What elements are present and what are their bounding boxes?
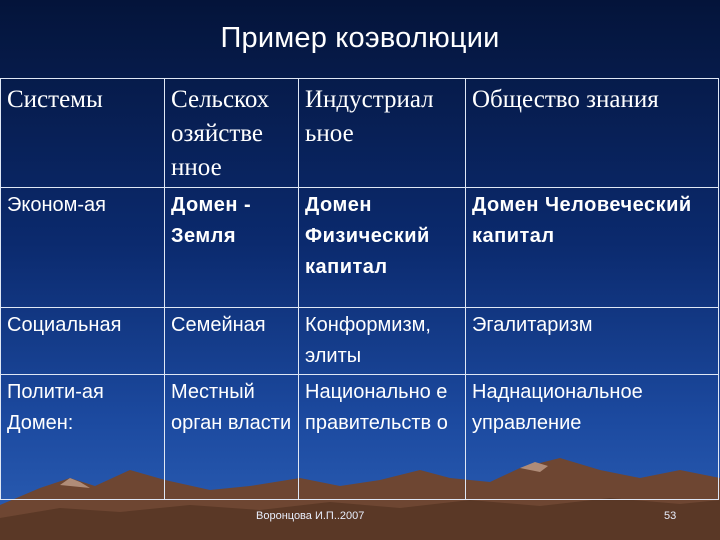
header-cell: Системы: [1, 79, 165, 188]
table-cell: Домен Физический капитал: [299, 188, 466, 308]
row-label: Полити-ая Домен:: [1, 375, 165, 500]
table-cell: Домен Человеческий капитал: [466, 188, 719, 308]
table-row: [1, 375, 719, 500]
table-cell: Семейная: [165, 308, 299, 375]
table-cell: Наднациональное управление: [466, 375, 719, 500]
page-number: 53: [664, 510, 677, 522]
slide-title: Пример коэволюции: [220, 22, 500, 54]
header-cell: Сельскох озяйстве нное: [165, 79, 299, 188]
table-cell: Национально е правительств о: [299, 375, 466, 500]
row-label: Эконом-ая: [1, 188, 165, 308]
header-cell: Общество знания: [466, 79, 719, 188]
table-row: [1, 188, 719, 308]
row-label: Социальная: [1, 308, 165, 375]
footer-author: Воронцова И.П..2007: [256, 510, 365, 522]
table-cell: Эгалитаризм: [466, 308, 719, 375]
coevolution-table: [0, 78, 719, 500]
table-cell: Домен - Земля: [165, 188, 299, 308]
table-cell: Местный орган власти: [165, 375, 299, 500]
table-cell: Конформизм, элиты: [299, 308, 466, 375]
table-header-row: [1, 79, 719, 188]
header-cell: Индустриал ьное: [299, 79, 466, 188]
table-row: [1, 308, 719, 375]
